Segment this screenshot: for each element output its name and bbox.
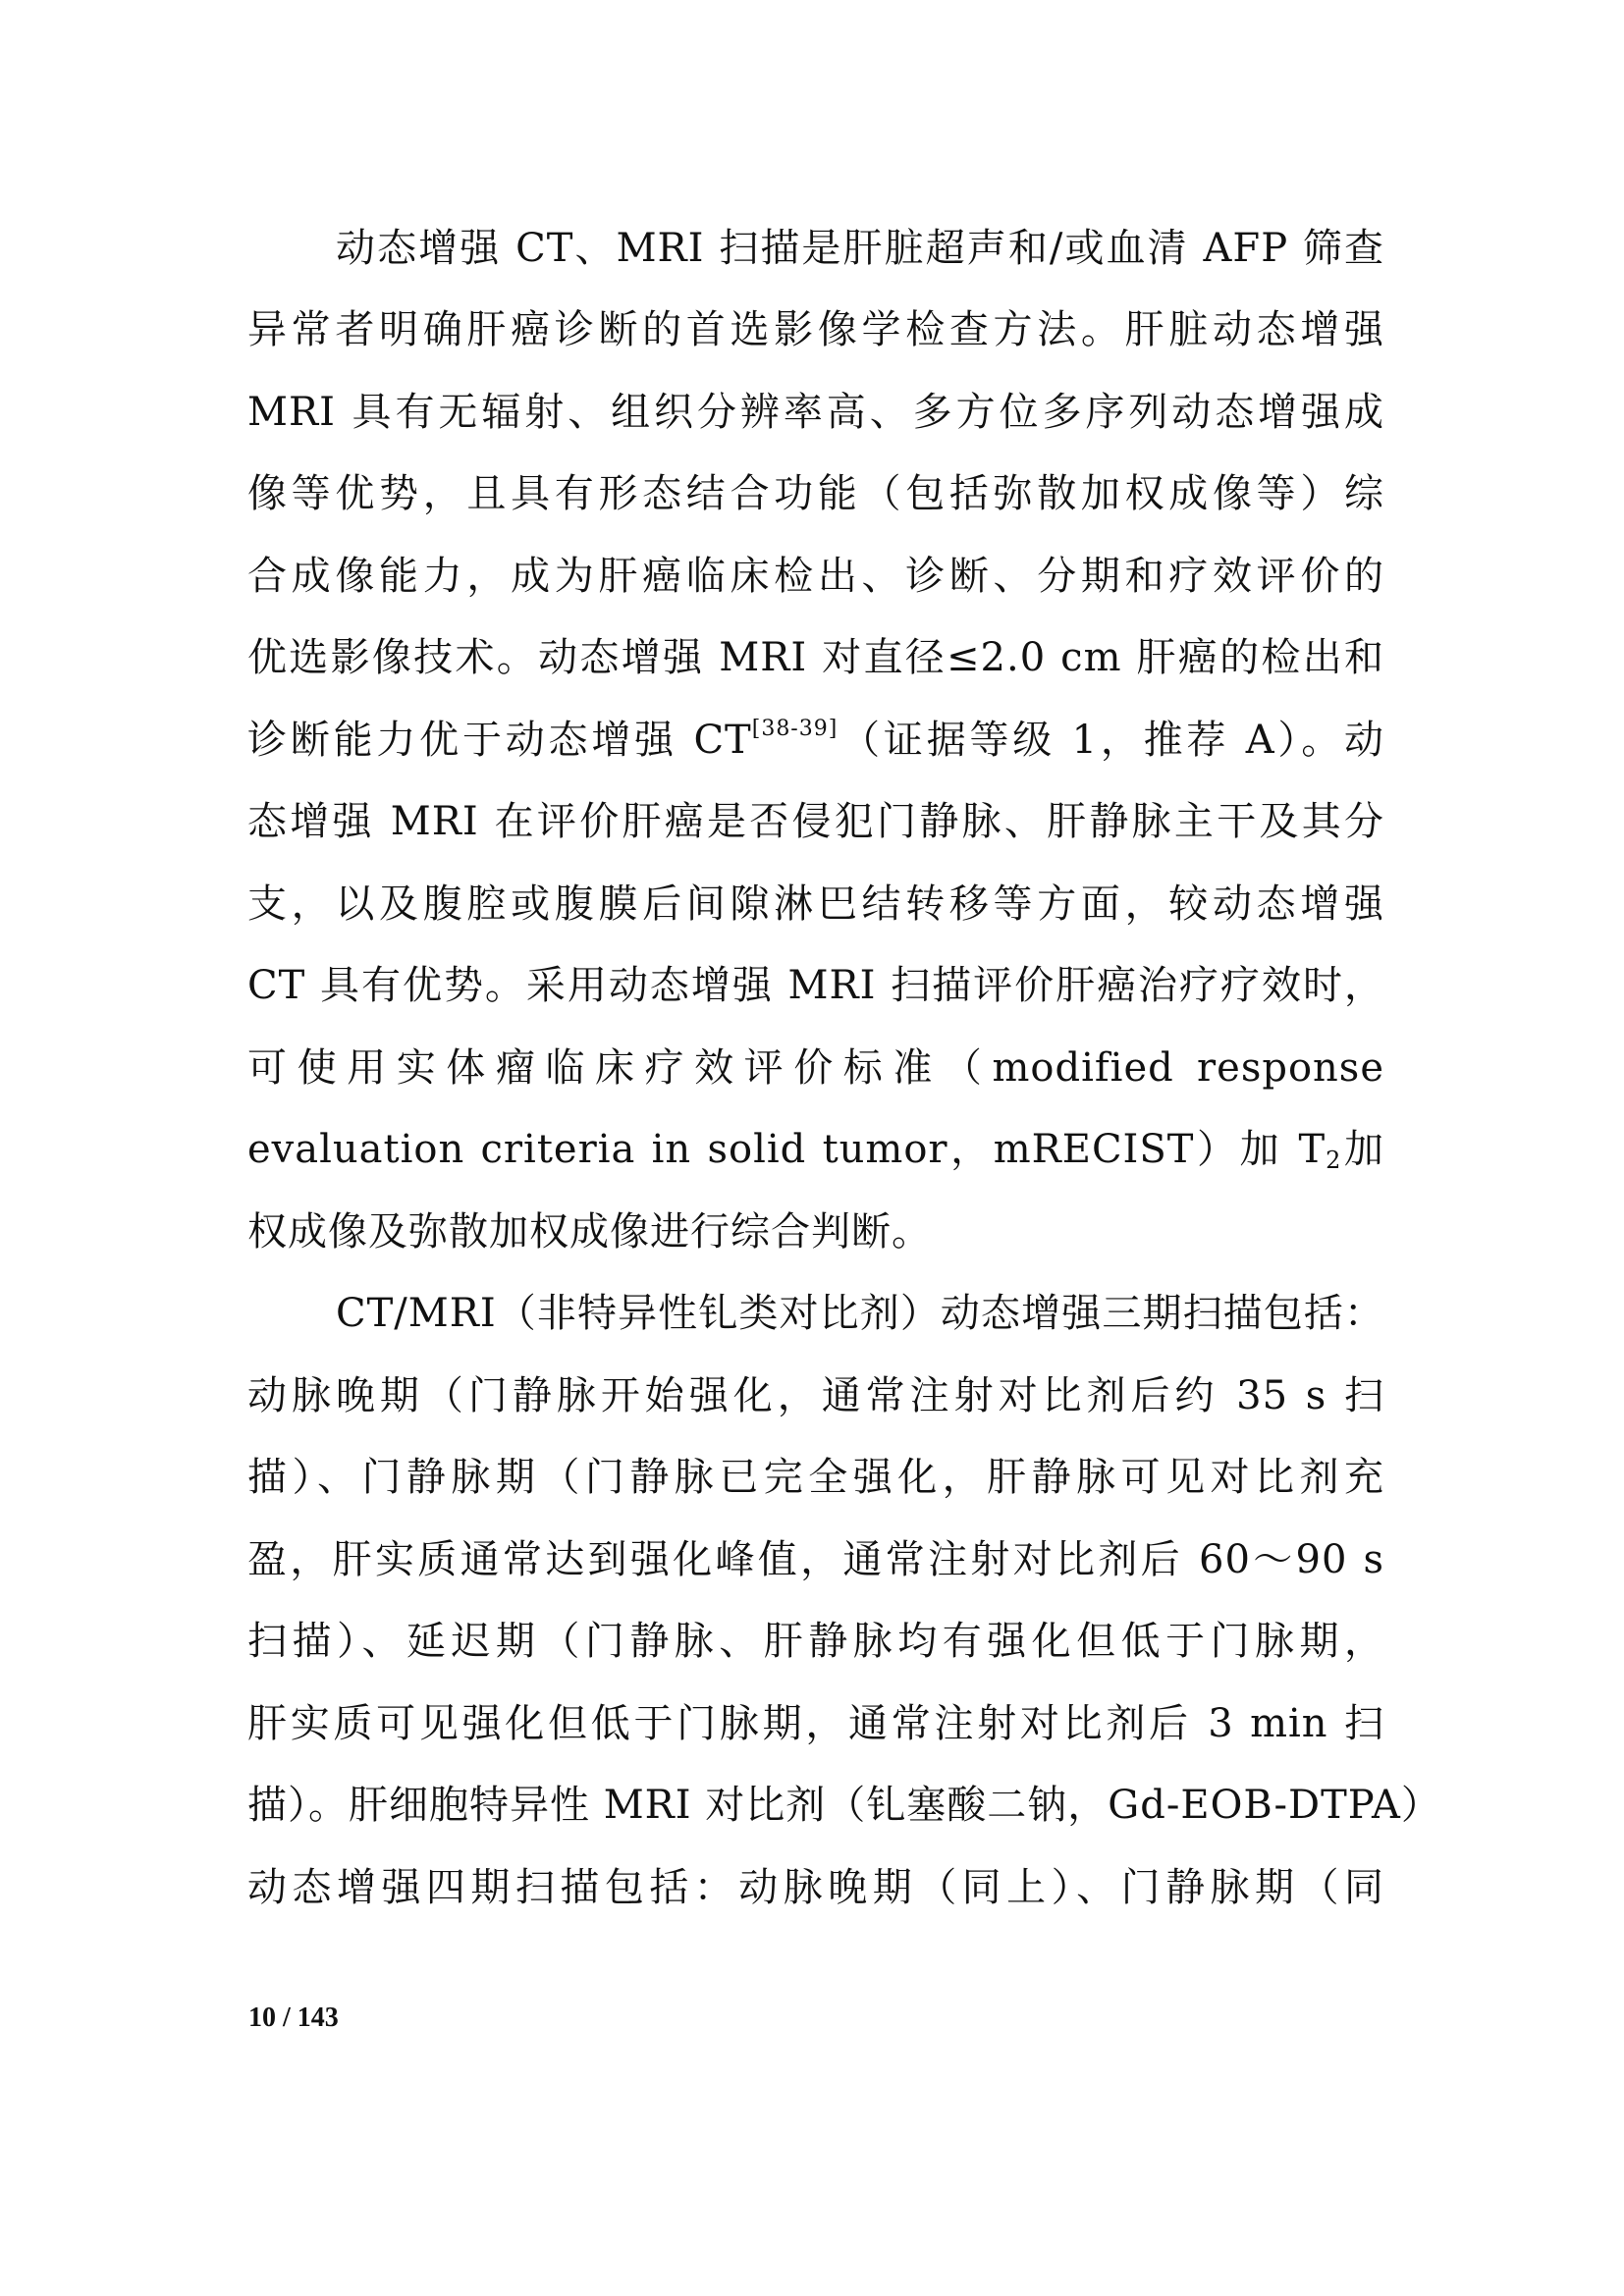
paragraph-1-line-8: 态增强 MRI 在评价肝癌是否侵犯门静脉、肝静脉主干及其分 xyxy=(247,799,1384,844)
t2-trail-text: 加 xyxy=(1341,1127,1384,1172)
citation-reference: [38-39] xyxy=(751,717,839,741)
t2-lead-text: evaluation criteria in solid tumor，mRECIST）加 T xyxy=(247,1127,1326,1172)
paragraph-1-line-12 xyxy=(247,1118,1384,1181)
paragraph-2-line-3: 描）、门静脉期（门静脉已完全强化，肝静脉可见对比剂充 xyxy=(247,1455,1384,1500)
paragraph-2-line-5: 扫描）、延迟期（门静脉、肝静脉均有强化但低于门脉期， xyxy=(247,1619,1384,1664)
citation-lead-text: 诊断能力优于动态增强 CT xyxy=(247,718,752,763)
page-number: 10 / 143 xyxy=(248,2002,339,2033)
paragraph-1-line-11: 可使用实体瘤临床疗效评价标准（modified response xyxy=(247,1045,1384,1091)
paragraph-1-line-6: 优选影像技术。动态增强 MRI 对直径≤2.0 cm 肝癌的检出和 xyxy=(247,635,1384,680)
paragraph-2-line-7: 描）。肝细胞特异性 MRI 对比剂（钆塞酸二钠，Gd-EOB-DTPA） xyxy=(247,1783,1441,1828)
citation-trail-text: （证据等级 1，推荐 A）。动 xyxy=(838,718,1385,763)
paragraph-2-line-1: CT/MRI（非特异性钆类对比剂）动态增强三期扫描包括： xyxy=(336,1291,1384,1336)
paragraph-2-line-2: 动脉晚期（门静脉开始强化，通常注射对比剂后约 35 s 扫 xyxy=(247,1373,1384,1418)
paragraph-1-line-10: CT 具有优势。采用动态增强 MRI 扫描评价肝癌治疗疗效时， xyxy=(247,963,1384,1008)
paragraph-1-line-1: 动态增强 CT、MRI 扫描是肝脏超声和/或血清 AFP 筛查 xyxy=(336,226,1384,271)
paragraph-2-line-4: 盈，肝实质通常达到强化峰值，通常注射对比剂后 60～90 s xyxy=(247,1537,1384,1582)
paragraph-1-line-13: 权成像及弥散加权成像进行综合判断。 xyxy=(247,1209,932,1255)
paragraph-1-line-4: 像等优势，且具有形态结合功能（包括弥散加权成像等）综 xyxy=(247,471,1384,516)
paragraph-1-line-5: 合成像能力，成为肝癌临床检出、诊断、分期和疗效评价的 xyxy=(247,554,1384,599)
t2-subscript: 2 xyxy=(1326,1147,1342,1174)
paragraph-2-line-6: 肝实质可见强化但低于门脉期，通常注射对比剂后 3 min 扫 xyxy=(247,1701,1384,1746)
paragraph-1-line-3: MRI 具有无辐射、组织分辨率高、多方位多序列动态增强成 xyxy=(247,390,1384,435)
paragraph-1-line-7 xyxy=(247,709,1384,772)
paragraph-1-line-9: 支，以及腹腔或腹膜后间隙淋巴结转移等方面，较动态增强 xyxy=(247,881,1384,927)
paragraph-2-line-8: 动态增强四期扫描包括：动脉晚期（同上）、门静脉期（同 xyxy=(247,1865,1384,1910)
paragraph-1-line-2: 异常者明确肝癌诊断的首选影像学检查方法。肝脏动态增强 xyxy=(247,307,1384,352)
